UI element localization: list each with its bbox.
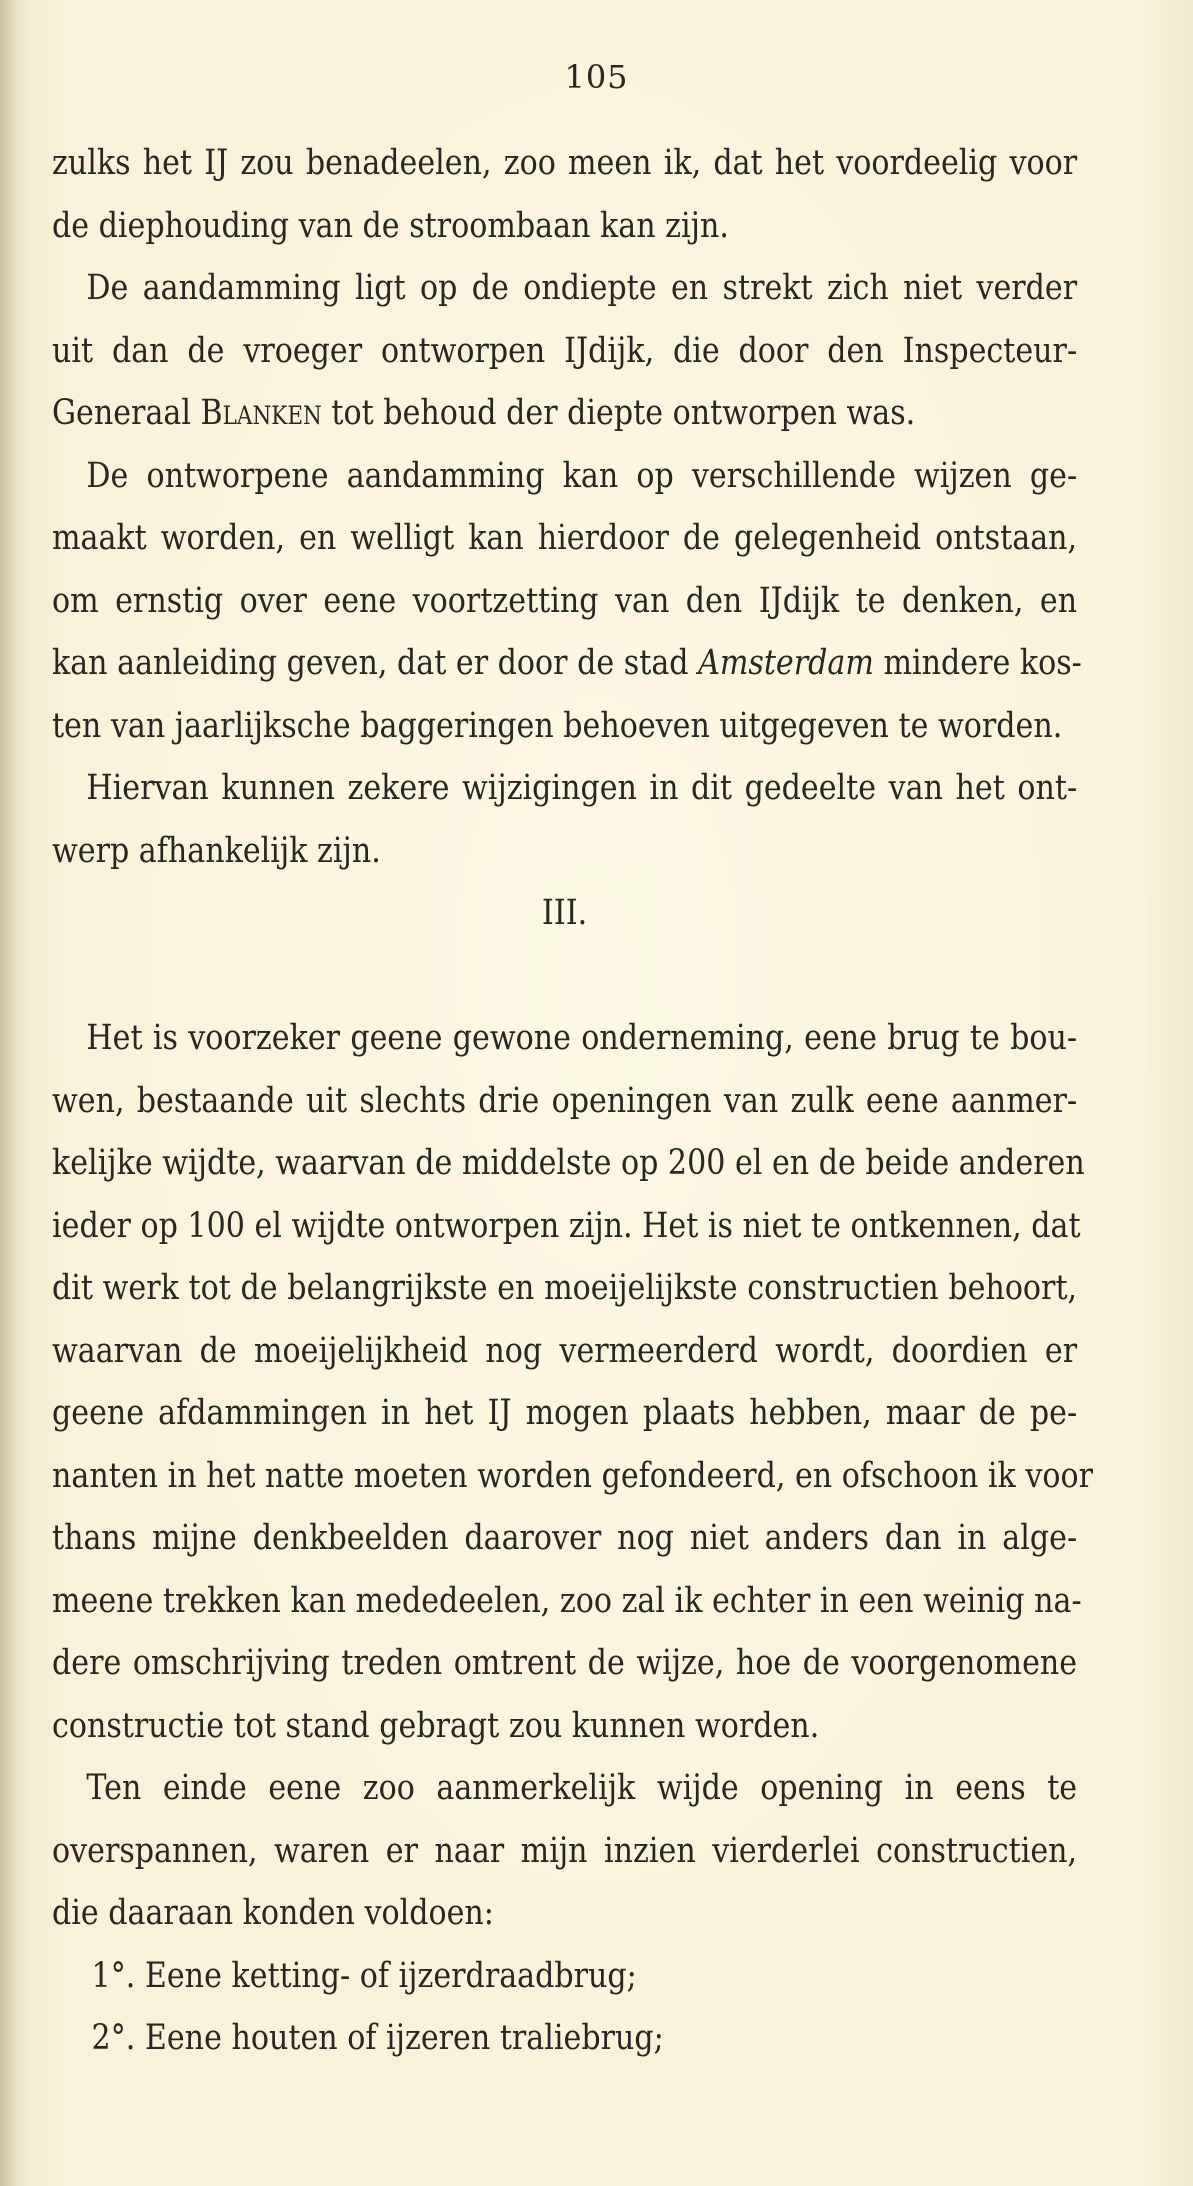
text-line: de diephouding van de stroombaan kan zijn. bbox=[52, 205, 729, 246]
text-line bbox=[52, 632, 1082, 695]
text-line: overspannen, waren er naar mijn inzien vierderlei constructien, bbox=[52, 1830, 1078, 1871]
page-number: 105 bbox=[564, 58, 629, 96]
list-item: 2°. Eene houten of ijzeren traliebrug; bbox=[91, 2018, 664, 2058]
text-line: geene afdammingen in het IJ mogen plaats hebben, maar de pe- bbox=[52, 1393, 1078, 1433]
text-fragment: Generaal bbox=[52, 393, 201, 433]
text-line: ten van jaarlijksche baggeringen behoeven uitgegeven te worden. bbox=[52, 705, 1063, 746]
text-line: ieder op 100 el wijdte ontworpen zijn. Het is niet te ontkennen, dat bbox=[52, 1205, 1081, 1246]
text-line: Ten einde eene zoo aanmerkelijk wijde opening in eens te bbox=[86, 1768, 1078, 1808]
text-fragment: tot behoud der diepte ontworpen was. bbox=[321, 393, 916, 433]
text-line: maakt worden, en welligt kan hierdoor de gelegenheid ontstaan, bbox=[52, 518, 1078, 558]
list-item: 1°. Eene ketting- of ijzerdraadbrug; bbox=[91, 1955, 637, 1996]
text-line: Het is voorzeker geene gewone onderneming, eene brug te bou- bbox=[86, 1018, 1078, 1058]
text-fragment: mindere kos- bbox=[873, 643, 1082, 683]
text-line: thans mijne denkbeelden daarover nog niet anders dan in alge- bbox=[52, 1518, 1078, 1558]
text-line: De ontworpene aandamming kan op verschillende wijzen ge- bbox=[86, 455, 1078, 496]
text-line: kelijke wijdte, waarvan de middelste op 200 el en de beide anderen bbox=[52, 1143, 1085, 1183]
text-fragment: kan aanleiding geven, dat er door de stad bbox=[52, 643, 699, 683]
place-name: Amsterdam bbox=[698, 643, 874, 683]
text-line: Hiervan kunnen zekere wijzigingen in dit gedeelte van het ont- bbox=[86, 768, 1078, 808]
text-line: constructie tot stand gebragt zou kunnen worden. bbox=[52, 1705, 820, 1746]
text-line: waarvan de moeijelijkheid nog vermeerderd wordt, doordien er bbox=[52, 1330, 1078, 1371]
text-line: uit dan de vroeger ontworpen IJdijk, die door den Inspecteur- bbox=[52, 330, 1078, 371]
text-line: De aandamming ligt op de ondiepte en strekt zich niet verder bbox=[86, 268, 1078, 308]
text-line bbox=[52, 382, 1077, 445]
text-line: dere omschrijving treden omtrent de wijze, hoe de voorgenomene bbox=[52, 1643, 1078, 1683]
text-line: zulks het IJ zou benadeelen, zoo meen ik, dat het voordeelig voor bbox=[52, 143, 1078, 183]
body-text bbox=[52, 132, 1093, 2070]
section-heading-text: III. bbox=[541, 893, 588, 933]
text-line: wen, bestaande uit slechts drie openingen van zulk eene aanmer- bbox=[52, 1080, 1078, 1121]
text-line: dit werk tot de belangrijkste en moeijelijkste constructien behoort, bbox=[52, 1268, 1078, 1308]
text-line: meene trekken kan mededeelen, zoo zal ik echter in een weinig na- bbox=[52, 1580, 1082, 1621]
text-line: nanten in het natte moeten worden gefondeerd, en ofschoon ik voor bbox=[52, 1455, 1093, 1496]
text-line: die daaraan konden voldoen: bbox=[52, 1893, 494, 1933]
gutter-shadow bbox=[0, 0, 18, 2186]
person-name: Blanken bbox=[200, 393, 322, 433]
text-line: om ernstig over eene voortzetting van den IJdijk te denken, en bbox=[52, 580, 1078, 621]
text-line: werp afhankelijk zijn. bbox=[52, 830, 381, 871]
section-heading bbox=[52, 882, 1077, 1007]
